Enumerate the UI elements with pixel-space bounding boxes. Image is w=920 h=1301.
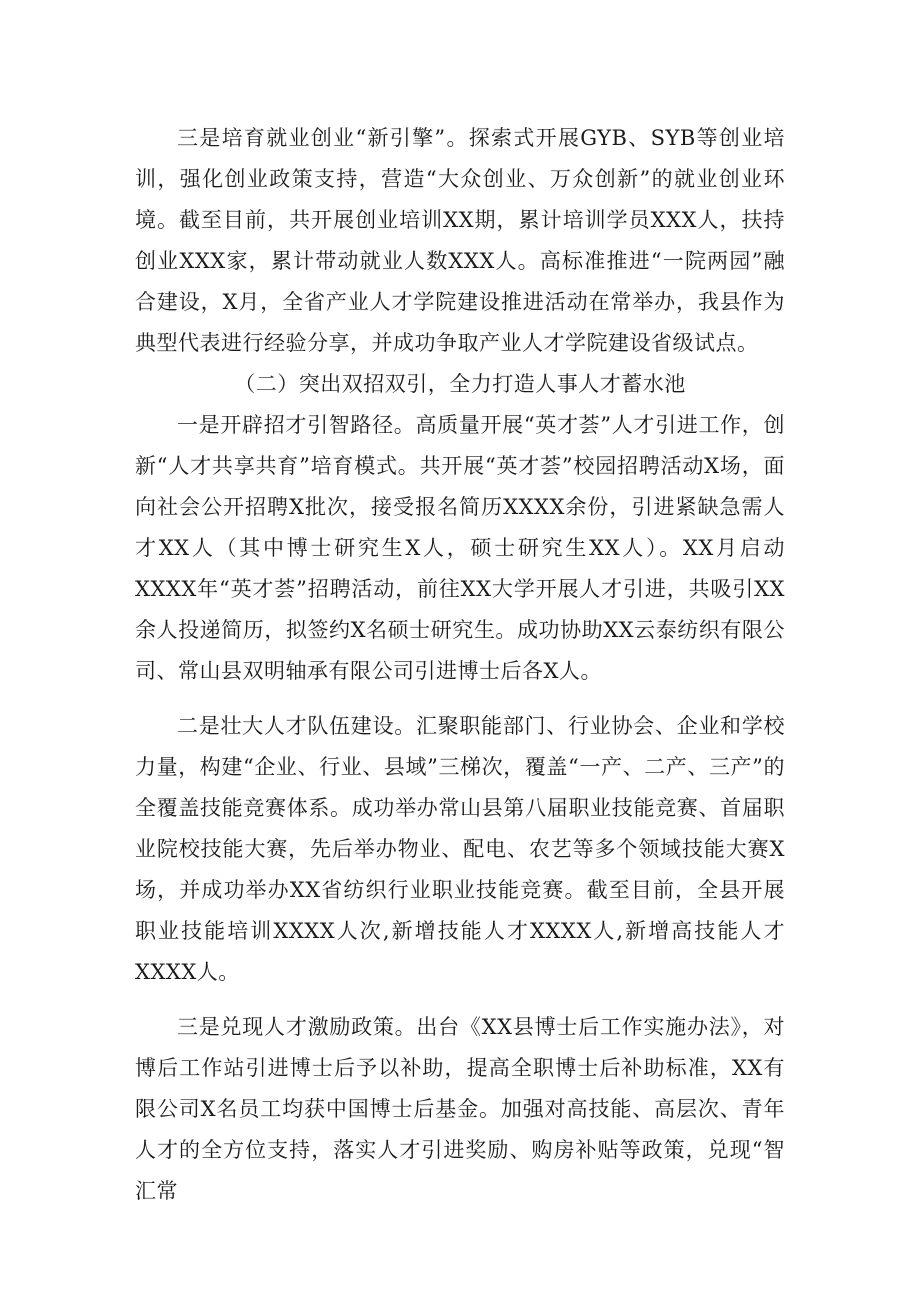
paragraph-talent-team: 二是壮大人才队伍建设。汇聚职能部门、行业协会、企业和学校力量，构建“企业、行业、县域”三梯次，覆盖“一产、二产、三产”的全覆盖技能竞赛体系。成功举办常山县第八届职业技能竞赛、首届职业院校技能大赛，先后举办物业、配电、农艺等多个领域技能大赛X场，并成功举办XX省纺织行业职业技能竞赛。截至目前，全县开展职业技能培训XXXX人次,新增技能人才XXXX人,新增高技能人才XXXX人。 [135, 714, 785, 984]
section-heading-2: （二）突出双招双引，全力打造人事人才蓄水池 [234, 372, 686, 396]
paragraph-entrepreneurship: 三是培育就业创业“新引擎”。探索式开展GYB、SYB等创业培训，强化创业政策支持，营造“大众创业、万众创新”的就业创业环境。截至目前，共开展创业培训XX期，累计培训学员XXX人，扶持创业XXX家，累计带动就业人数XXX人。高标准推进“一院两园”融合建设，X月，全省产业人才学院建设推进活动在常举办，我县作为典型代表进行经验分享，并成功争取产业人才学院建设省级试点。 [135, 126, 785, 355]
paragraph-talent-incentive: 三是兑现人才激励政策。出台《XX县博士后工作实施办法》，对博后工作站引进博士后予以补助，提高全职博士后补助标准，XX有限公司X名员工均获中国博士后基金。加强对高技能、高层次、青年人才的全方位支持，落实人才引进奖励、购房补贴等政策，兑现“智汇常 [135, 1015, 785, 1203]
document-body [135, 118, 785, 1212]
paragraph-talent-recruitment: 一是开辟招才引智路径。高质量开展“英才荟”人才引进工作，创新“人才共享共育”培育模式。共开展“英才荟”校园招聘活动X场，面向社会公开招聘X批次，接受报名简历XXXX余份，引进紧缺急需人才XX人（其中博士研究生X人，硕士研究生XX人）。XX月启动XXXX年“英才荟”招聘活动，前往XX大学开展人才引进，共吸引XX余人投递简历，拟签约X名硕士研究生。成功协助XX云泰纺织有限公司、常山县双明轴承有限公司引进博士后各X人。 [135, 413, 785, 683]
